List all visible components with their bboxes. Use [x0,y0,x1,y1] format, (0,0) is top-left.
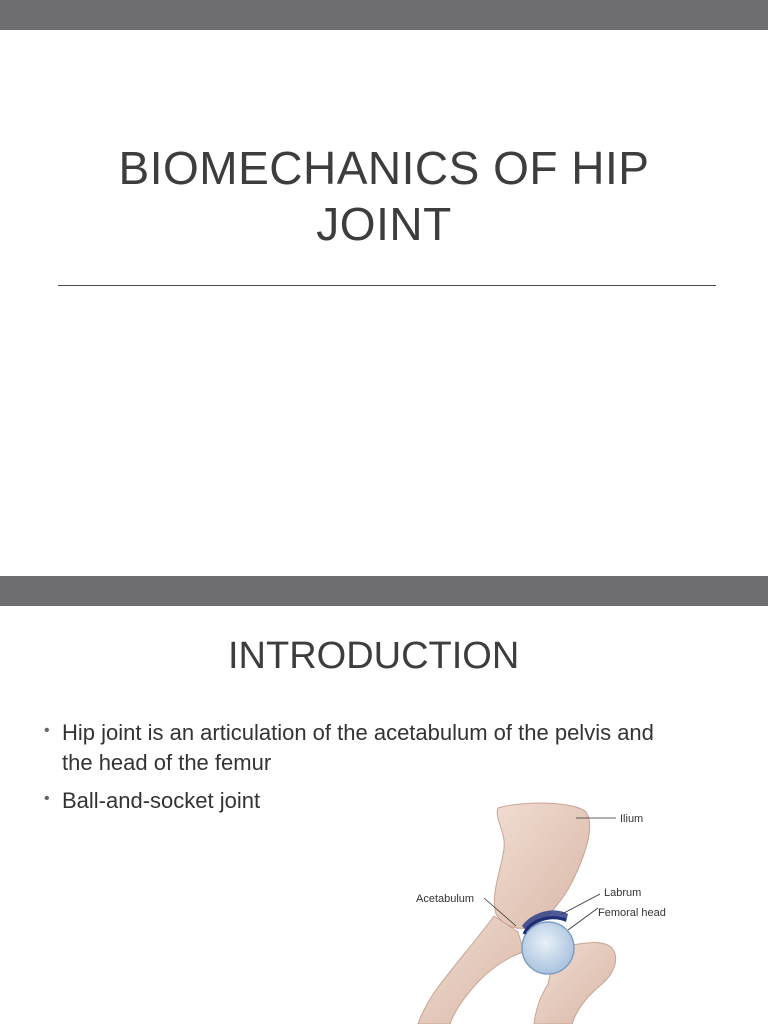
slide-heading: INTRODUCTION [228,635,520,677]
title-line-1: BIOMECHANICS OF HIP [118,142,650,194]
title-divider [58,285,716,286]
bullet-text: Hip joint is an articulation of the acetabulum of the pelvis and the head of the femur [62,720,654,775]
label-ilium: Ilium [620,813,644,825]
slide-title-text [0,140,768,252]
ischium-bone [418,916,524,1024]
label-labrum: Labrum [604,887,642,899]
label-acetabulum: Acetabulum [416,893,475,905]
bullet-item [44,718,664,778]
hip-joint-illustration [406,798,676,1024]
ilium-bone [494,803,589,928]
hip-joint-svg [406,798,676,1024]
slide-top-bar [0,576,768,606]
label-femoral-head: Femoral head [598,907,666,919]
slide-introduction [0,576,768,1024]
bullet-dot-icon: • [44,790,50,807]
femoral-head [522,922,574,974]
slide-top-bar [0,0,768,30]
bullet-dot-icon: • [44,722,50,739]
title-line-2: JOINT [316,198,452,250]
bullet-text: Ball-and-socket joint [62,788,261,813]
